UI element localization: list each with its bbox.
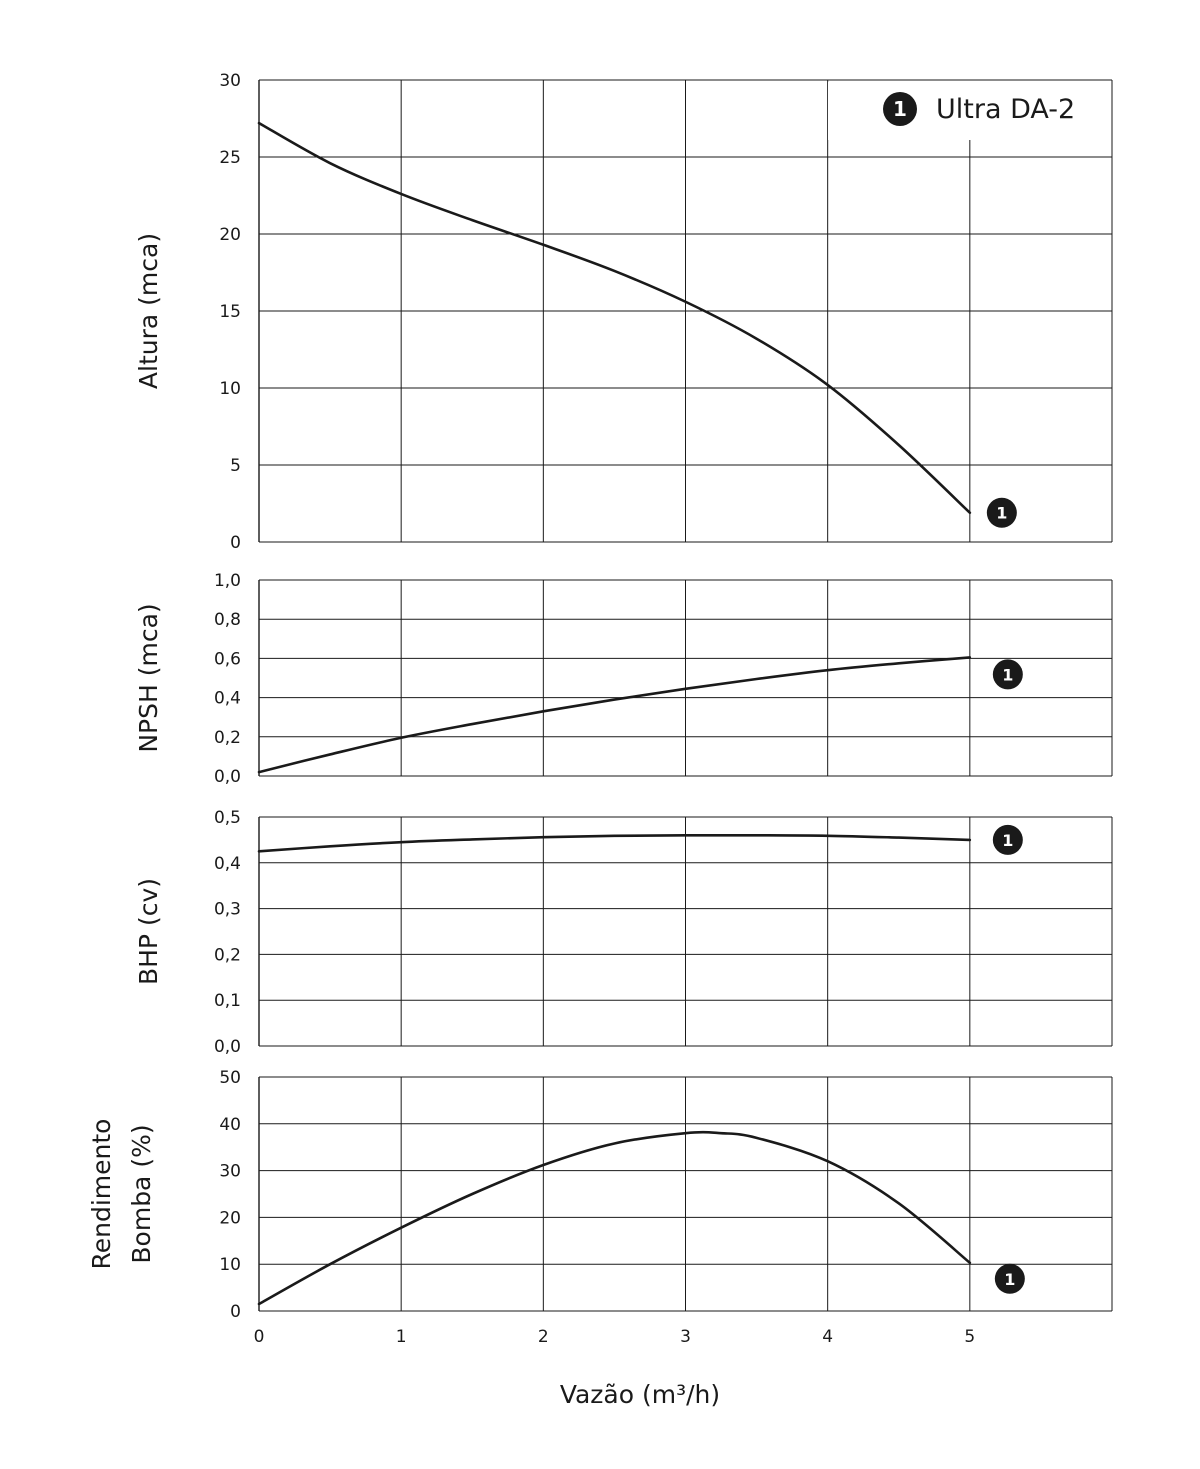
y-tick-label: 0,3 (213, 899, 241, 920)
y-tick-label: 0 (230, 1302, 241, 1322)
y-tick-label: 0,4 (213, 688, 241, 709)
series-line-1 (259, 1132, 970, 1304)
y-axis-label-line-2: Bomba (%) (127, 1124, 156, 1264)
x-tick-label: 4 (822, 1327, 834, 1347)
y-tick-label: 15 (219, 302, 241, 322)
y-tick-label: 0,6 (213, 649, 241, 670)
y-tick-label: 30 (219, 71, 241, 91)
series-line-1 (259, 657, 970, 772)
y-axis-label: Altura (mca) (134, 232, 163, 390)
panel-4 (87, 1068, 1112, 1322)
y-tick-label: 0,1 (213, 991, 241, 1012)
y-tick-label: 10 (219, 379, 241, 399)
x-axis-label: Vazão (m³/h) (559, 1380, 721, 1409)
y-tick-label: 5 (230, 456, 241, 476)
series-end-badge-number: 1 (996, 503, 1008, 523)
y-tick-label: 0,8 (213, 610, 241, 631)
y-axis-label: NPSH (mca) (134, 603, 163, 753)
y-tick-label: 0,2 (213, 727, 241, 748)
y-tick-label: 40 (219, 1114, 241, 1135)
x-tick-label: 3 (680, 1327, 691, 1347)
panel-3 (134, 808, 1112, 1057)
y-tick-label: 10 (219, 1255, 241, 1276)
panel-2 (134, 571, 1112, 787)
y-axis-label-line-1: Rendimento (87, 1118, 116, 1270)
y-tick-label: 0 (230, 533, 241, 553)
chart-panels (87, 71, 1112, 1322)
x-axis-ticks (254, 1327, 976, 1347)
y-tick-label: 0,4 (213, 853, 241, 874)
panel-1 (134, 71, 1112, 553)
y-tick-label: 50 (219, 1068, 241, 1088)
series-line-1 (259, 123, 970, 513)
series-end-badge-number: 1 (1002, 830, 1014, 850)
x-tick-label: 2 (537, 1327, 549, 1347)
series-line-1 (259, 835, 970, 851)
y-tick-label: 30 (219, 1161, 241, 1182)
legend-badge-number: 1 (893, 97, 907, 121)
y-axis-label: BHP (cv) (134, 877, 163, 986)
y-tick-label: 0,0 (213, 767, 241, 787)
y-tick-label: 0,2 (213, 945, 241, 966)
series-end-badge-number: 1 (1004, 1269, 1016, 1289)
y-tick-label: 1,0 (213, 571, 241, 591)
y-tick-label: 20 (219, 1208, 241, 1229)
x-tick-label: 1 (395, 1327, 407, 1347)
series-end-badge-number: 1 (1002, 665, 1014, 685)
y-tick-label: 0,0 (213, 1037, 241, 1057)
x-tick-label: 0 (253, 1327, 265, 1347)
y-tick-label: 25 (219, 148, 241, 168)
x-tick-label: 5 (964, 1327, 976, 1347)
legend (828, 82, 1110, 140)
y-tick-label: 0,5 (213, 808, 241, 828)
legend-label: Ultra DA-2 (936, 94, 1076, 125)
y-tick-label: 20 (219, 225, 241, 245)
